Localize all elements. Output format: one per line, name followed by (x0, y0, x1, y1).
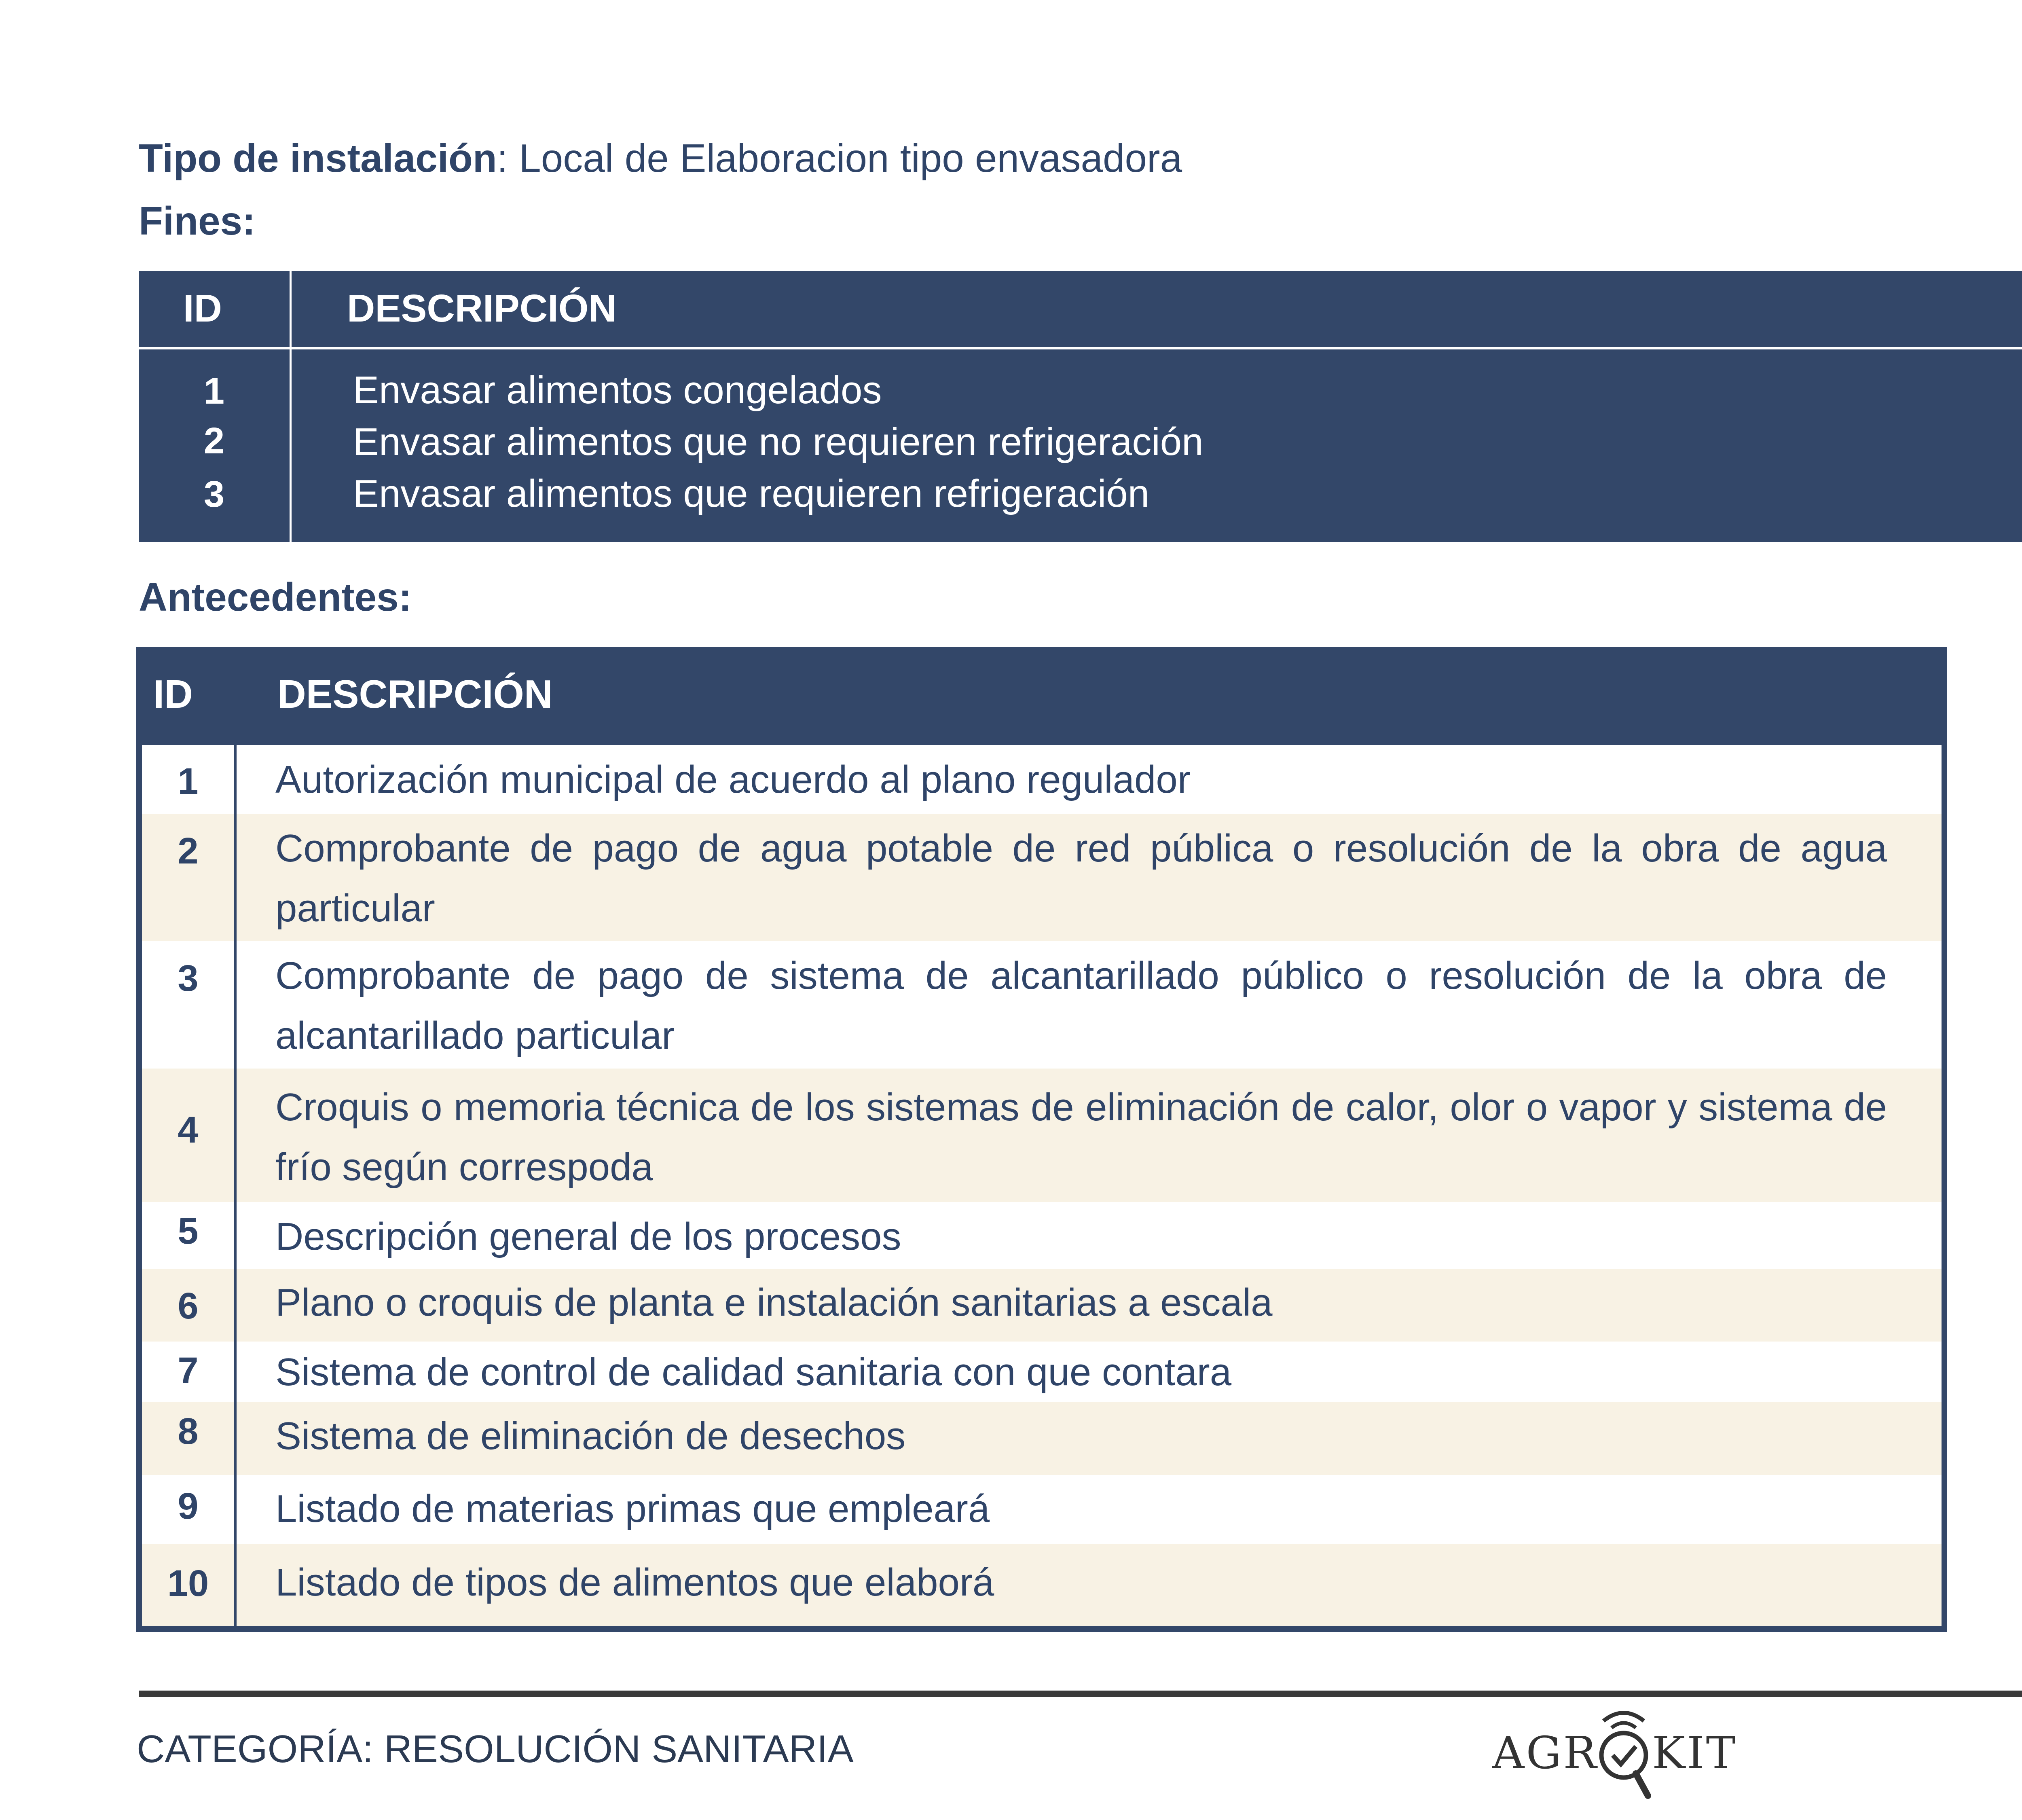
table-row (142, 745, 1942, 814)
row-id: 4 (178, 1109, 199, 1151)
table-row (142, 1269, 1942, 1342)
footer-category: CATEGORÍA: RESOLUCIÓN SANITARIA (137, 1727, 854, 1771)
table-row (142, 1475, 1942, 1544)
antecedentes-title: Antecedentes: (139, 575, 412, 619)
table-row (142, 814, 1942, 941)
table-row (142, 941, 1942, 1069)
row-desc: Plano o croquis de planta e instalación sanitarias a escala (275, 1281, 1273, 1324)
row-desc: Sistema de eliminación de desechos (275, 1414, 906, 1458)
antecedentes-header (142, 653, 1942, 745)
agrokit-logo (1492, 1703, 1737, 1808)
magnifier-check-icon (1589, 1703, 1658, 1804)
row-desc: Listado de materias primas que empleará (275, 1487, 990, 1530)
installation-type (139, 135, 1182, 181)
row-desc: Autorización municipal de acuerdo al plano regulador (275, 758, 1191, 801)
fines-header-divider (139, 347, 2022, 349)
row-desc: Descripción general de los procesos (275, 1215, 901, 1258)
antecedentes-header-desc: DESCRIPCIÓN (277, 672, 553, 716)
table-row (142, 1202, 1942, 1269)
fines-column-divider (290, 271, 292, 542)
row-id: 2 (178, 830, 199, 872)
logo-text-right: KIT (1652, 1727, 1737, 1779)
fines-row-desc: Envasar alimentos que no requieren refrigeración (353, 420, 1203, 463)
row-id: 3 (178, 958, 199, 999)
fines-row-id: 3 (203, 474, 225, 515)
fines-row-desc: Envasar alimentos que requieren refrigeración (353, 472, 1150, 515)
table-row (142, 1402, 1942, 1475)
footer-divider (139, 1691, 2022, 1697)
row-id: 9 (178, 1486, 199, 1527)
row-id: 10 (167, 1563, 209, 1604)
row-id: 6 (178, 1285, 199, 1327)
table-row (142, 1069, 1942, 1202)
antecedentes-header-id: ID (153, 672, 193, 716)
fines-row-desc: Envasar alimentos congelados (353, 368, 882, 412)
row-desc: Comprobante de pago de sistema de alcantarillado público o resolución de la obra de alcantarillado particular (275, 954, 1887, 1057)
row-id: 7 (178, 1350, 199, 1391)
row-id: 8 (178, 1411, 199, 1452)
fines-row-id: 1 (203, 370, 225, 412)
row-desc: Sistema de control de calidad sanitaria con que contara (275, 1350, 1232, 1394)
table-row (142, 1342, 1942, 1402)
row-desc: Listado de tipos de alimentos que elaborá (275, 1561, 994, 1604)
table-row (142, 1544, 1942, 1626)
row-desc: Croquis o memoria técnica de los sistemas de eliminación de calor, olor o vapor y sistema de frío según correspoda (275, 1086, 1887, 1189)
fines-header-desc: DESCRIPCIÓN (347, 287, 617, 330)
fines-header-id: ID (183, 287, 222, 330)
row-id: 5 (178, 1211, 199, 1252)
logo-text-left: AGR (1492, 1727, 1599, 1779)
fines-title: Fines: (139, 199, 256, 243)
antecedentes-table (136, 647, 1947, 1632)
installation-type-value: : Local de Elaboracion tipo envasadora (497, 136, 1182, 180)
fines-table (139, 271, 2022, 542)
fines-row-id: 2 (203, 420, 225, 461)
antecedentes-column-divider (234, 745, 237, 1632)
installation-type-label: Tipo de instalación (139, 136, 497, 180)
row-desc: Comprobante de pago de agua potable de red pública o resolución de la obra de agua particular (275, 827, 1887, 930)
row-id: 1 (178, 761, 199, 802)
